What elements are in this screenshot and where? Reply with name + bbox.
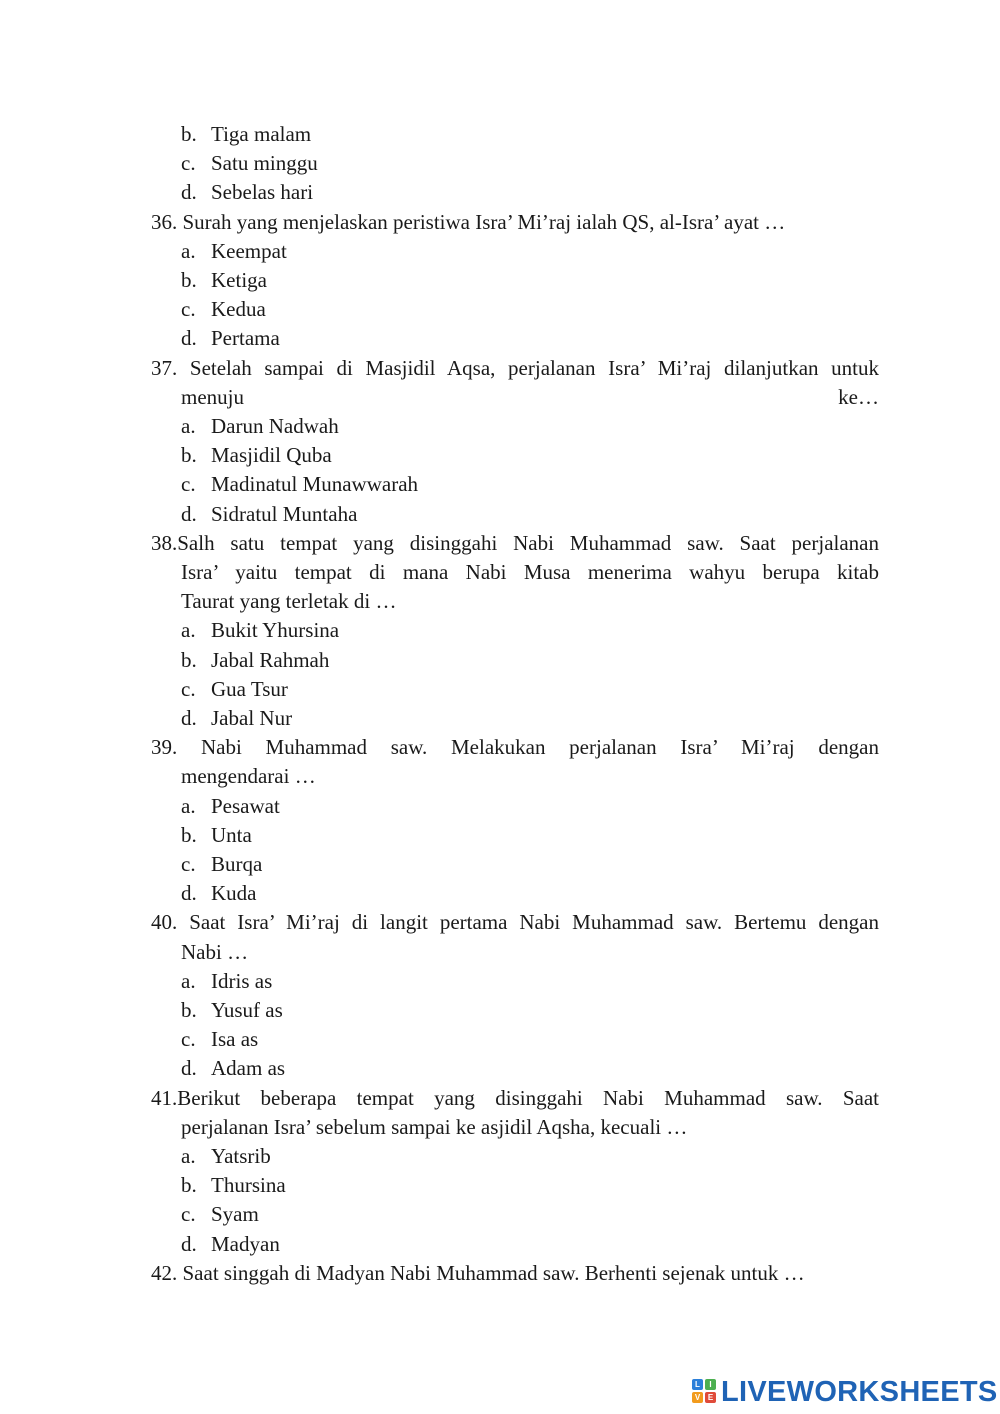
option-letter: d. (181, 326, 197, 351)
option-text: Pertama (211, 326, 280, 351)
answer-option (181, 967, 272, 996)
answer-option (181, 266, 267, 295)
answer-option (181, 120, 311, 149)
answer-option (181, 850, 262, 879)
option-letter: d. (181, 1231, 197, 1256)
option-letter: c. (181, 1027, 196, 1052)
option-letter: a. (181, 968, 196, 993)
option-letter: c. (181, 1202, 196, 1227)
option-letter: b. (181, 998, 197, 1022)
answer-option (181, 616, 339, 645)
option-letter: a. (181, 793, 196, 818)
question-continuation: mengendarai … (181, 764, 316, 789)
answer-option (181, 675, 288, 704)
question-continuation: Nabi … (181, 939, 249, 964)
option-text: Pesawat (211, 793, 280, 818)
option-text: Bukit Yhursina (211, 618, 340, 643)
answer-option (181, 879, 257, 908)
option-letter: b. (181, 822, 197, 847)
option-letter: c. (181, 151, 196, 176)
question-text: 37. Setelah sampai di Masjidil Aqsa, perjalanan Isra’ Mi’raj dilanjutkan untuk (151, 355, 879, 380)
option-letter: b. (181, 443, 197, 468)
answer-option (181, 646, 329, 675)
option-letter: c. (181, 852, 196, 876)
question-text: 36. Surah yang menjelaskan peristiwa Isra’ Mi’raj ialah QS, al-Isra’ ayat … (151, 209, 786, 234)
option-letter: d. (181, 501, 197, 526)
option-text: Sebelas hari (211, 180, 314, 205)
option-text: Jabal Nur (211, 706, 293, 730)
answer-option (181, 1054, 285, 1083)
question-text: 39. Nabi Muhammad saw. Melakukan perjalanan Isra’ Mi’raj dengan (151, 735, 879, 760)
liveworksheets-logo-icon: L I V E (692, 1379, 718, 1405)
answer-option (181, 295, 266, 324)
option-text: Tiga malam (211, 122, 312, 146)
answer-option (181, 470, 418, 499)
answer-option (181, 1171, 286, 1200)
option-text: Isa as (211, 1027, 259, 1052)
answer-option (181, 704, 292, 733)
option-text: Yusuf as (211, 998, 283, 1022)
option-letter: b. (181, 122, 197, 146)
answer-option (181, 821, 252, 850)
option-letter: d. (181, 1056, 197, 1081)
answer-option (181, 1025, 258, 1054)
option-letter: b. (181, 268, 197, 292)
question-continuation: menuju ke… (181, 384, 879, 409)
question-continuation: perjalanan Isra’ sebelum sampai ke asjidil Aqsha, kecuali … (181, 1114, 688, 1139)
answer-option (181, 324, 280, 353)
question-text: 42. Saat singgah di Madyan Nabi Muhammad saw. Berhenti sejenak untuk … (151, 1260, 805, 1285)
option-text: Masjidil Quba (211, 443, 332, 468)
answer-option (181, 500, 357, 529)
option-text: Sidratul Muntaha (211, 501, 358, 526)
option-letter: a. (181, 414, 196, 438)
option-letter: a. (181, 618, 196, 643)
option-text: Gua Tsur (211, 676, 288, 701)
option-letter: a. (181, 1144, 196, 1168)
option-letter: c. (181, 297, 196, 322)
option-letter: c. (181, 472, 196, 497)
answer-option (181, 1230, 280, 1259)
option-letter: a. (181, 238, 196, 263)
answer-option (181, 149, 318, 178)
option-text: Unta (211, 822, 252, 847)
question-text: 41.Berikut beberapa tempat yang disinggahi Nabi Muhammad saw. Saat (151, 1085, 879, 1110)
option-text: Jabal Rahmah (211, 647, 330, 672)
brand-name: LIVEWORKSHEETS (721, 1375, 998, 1408)
answer-option (181, 1142, 271, 1171)
question-continuation: Taurat yang terletak di … (181, 589, 397, 614)
option-letter: b. (181, 647, 197, 672)
answer-option (181, 1200, 259, 1229)
answer-option (181, 996, 283, 1025)
option-text: Kuda (211, 881, 257, 906)
option-text: Satu minggu (211, 151, 318, 176)
option-letter: d. (181, 706, 197, 730)
question-text: 38.Salh satu tempat yang disinggahi Nabi Muhammad saw. Saat perjalanan (151, 530, 879, 555)
option-text: Thursina (211, 1173, 286, 1198)
option-letter: d. (181, 881, 197, 906)
question-continuation: Isra’ yaitu tempat di mana Nabi Musa menerima wahyu berupa kitab (181, 560, 879, 584)
option-letter: b. (181, 1173, 197, 1198)
option-text: Keempat (211, 238, 287, 263)
option-text: Yatsrib (211, 1144, 271, 1168)
option-text: Syam (211, 1202, 259, 1227)
option-text: Ketiga (211, 268, 267, 292)
answer-option (181, 792, 280, 821)
option-text: Adam as (211, 1056, 286, 1081)
liveworksheets-logo (692, 1376, 998, 1408)
question-text: 40. Saat Isra’ Mi’raj di langit pertama Nabi Muhammad saw. Bertemu dengan (151, 910, 879, 935)
answer-option (181, 412, 339, 441)
option-text: Darun Nadwah (211, 414, 339, 438)
option-letter: c. (181, 676, 196, 701)
option-text: Idris as (211, 968, 273, 993)
answer-option (181, 178, 313, 207)
answer-option (181, 237, 287, 266)
option-text: Madinatul Munawwarah (211, 472, 419, 497)
option-text: Madyan (211, 1231, 280, 1256)
option-text: Burqa (211, 852, 263, 876)
option-text: Kedua (211, 297, 266, 322)
option-letter: d. (181, 180, 197, 205)
answer-option (181, 441, 332, 470)
